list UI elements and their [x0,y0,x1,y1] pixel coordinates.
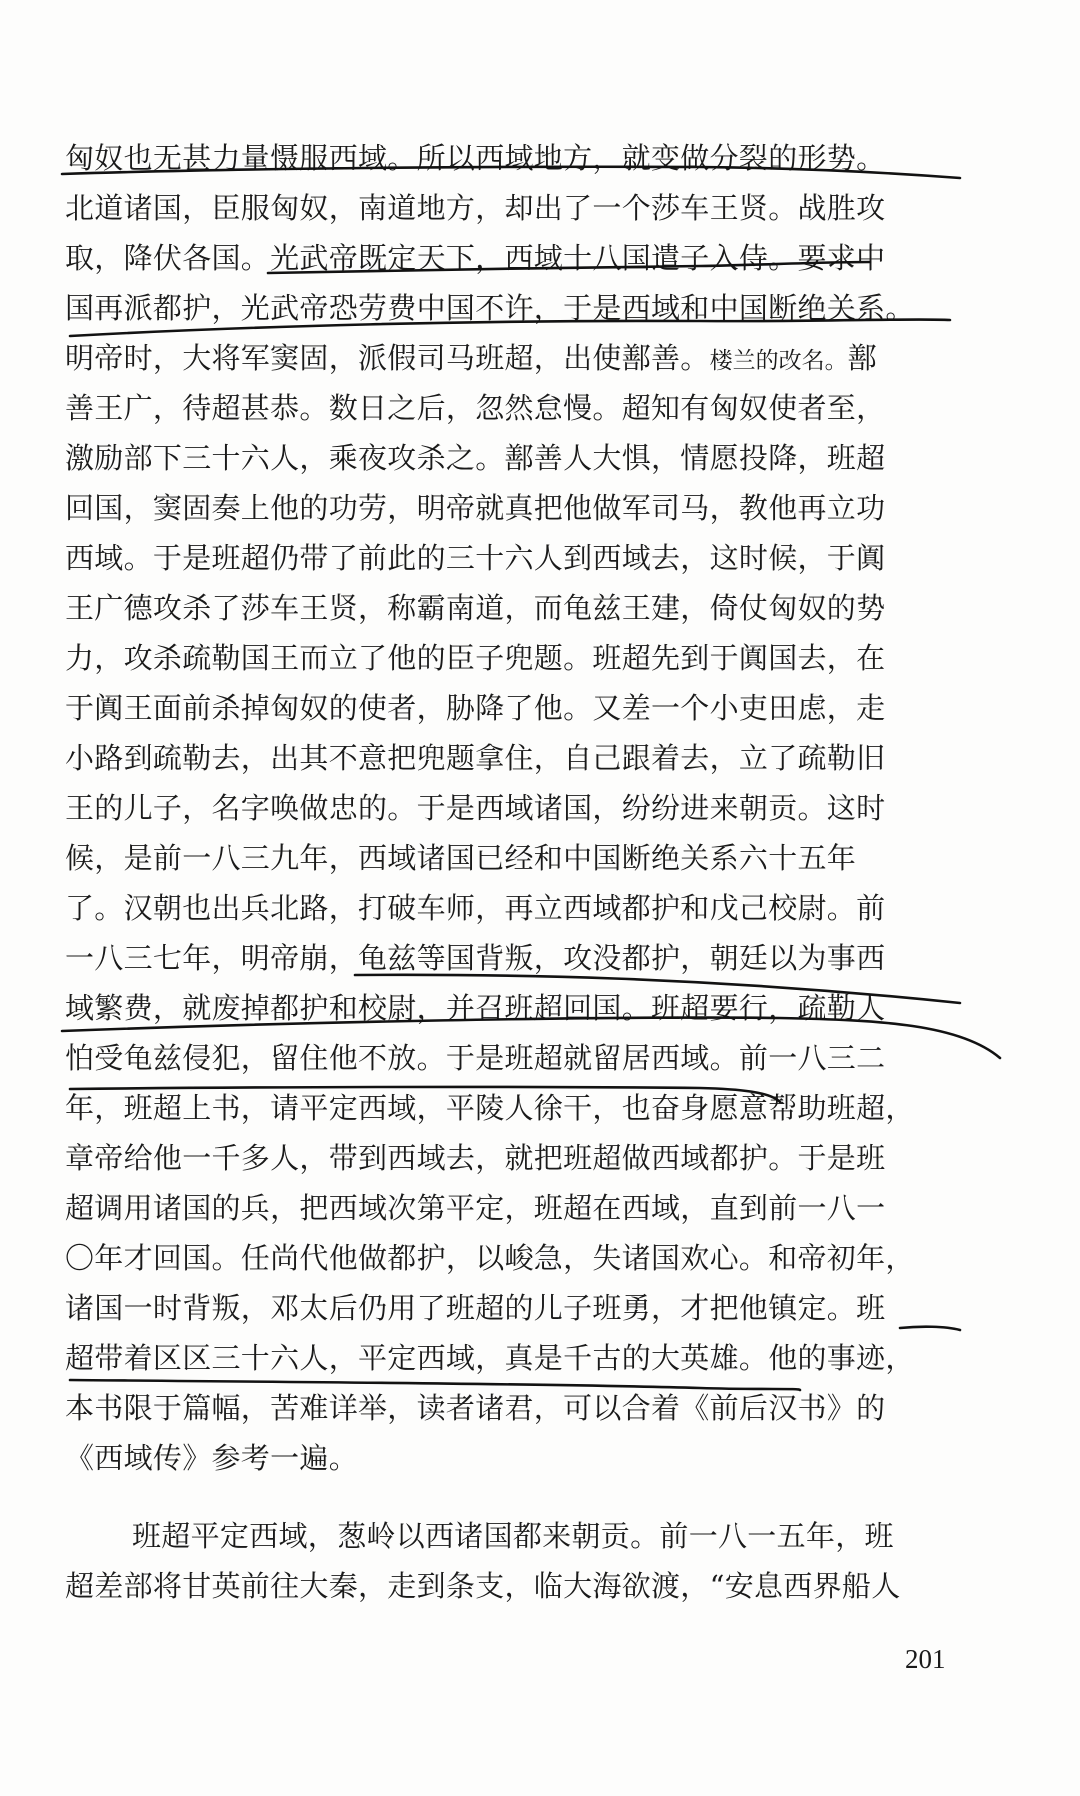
text-line: 候，是前一八三九年，西域诸国已经和中国断绝关系六十五年 [65,841,857,875]
text-line: 班超平定西域，葱岭以西诸国都来朝贡。前一八一五年，班 [132,1519,894,1553]
text-line: 北道诸国，臣服匈奴，南道地方，却出了一个莎车王贤。战胜攻 [65,191,886,225]
text-line: 本书限于篇幅，苦难详举，读者诸君，可以合着《前后汉书》的 [65,1391,886,1425]
text-line: 超带着区区三十六人，平定西域，真是千古的大英雄。他的事迹， [65,1341,915,1375]
text-line [65,333,1080,383]
text-line: 怕受龟兹侵犯，留住他不放。于是班超就留居西域。前一八三二 [65,1041,886,1075]
text-line: 激励部下三十六人，乘夜攻杀之。鄯善人大惧，情愿投降，班超 [65,441,886,475]
text-line: 了。汉朝也出兵北路，打破车师，再立西域都护和戊己校尉。前 [65,891,886,925]
text-line: 力，攻杀疏勒国王而立了他的臣子兜题。班超先到于阗国去，在 [65,641,886,675]
page-number: 201 [905,1644,946,1674]
text-line: 匈奴也无甚力量慑服西域。所以西域地方，就变做分裂的形势。 [65,141,886,175]
text-line: 国再派都护，光武帝恐劳费中国不许，于是西域和中国断绝关系。 [65,291,915,325]
text-line: 超差部将甘英前往大秦，走到条支，临大海欲渡，“安息西界船人 [65,1569,901,1603]
text-line: 诸国一时背叛，邓太后仍用了班超的儿子班勇，才把他镇定。班 [65,1291,886,1325]
text-line: 章帝给他一千多人，带到西域去，就把班超做西域都护。于是班 [65,1141,886,1175]
text-line: 《西域传》参考一遍。 [65,1441,359,1475]
line-text: 明帝时，大将军窦固，派假司马班超，出使鄯善。 [65,341,710,375]
text-line: 取，降伏各国。光武帝既定天下，西域十八国遣子入侍。要求中 [65,241,886,275]
text-line: 王广德攻杀了莎车王贤，称霸南道，而龟兹王建，倚仗匈奴的势 [65,591,886,625]
text-line: 王的儿子，名字唤做忠的。于是西域诸国，纷纷进来朝贡。这时 [65,791,886,825]
line-text: 鄯 [847,341,877,375]
text-line: 域繁费，就废掉都护和校尉，并召班超回国。班超要行，疏勒人 [65,991,886,1025]
text-line: 回国，窦固奏上他的功劳，明帝就真把他做军司马，教他再立功 [65,491,886,525]
text-line: 年，班超上书，请平定西域，平陵人徐干，也奋身愿意帮助班超， [65,1091,915,1125]
text-line: 善王广，待超甚恭。数日之后，忽然怠慢。超知有匈奴使者至， [65,391,886,425]
text-line: 一八三七年，明帝崩，龟兹等国背叛，攻没都护，朝廷以为事西 [65,941,886,975]
text-line: 西域。于是班超仍带了前此的三十六人到西域去，这时候，于阗 [65,541,886,575]
text-line: 超调用诸国的兵，把西域次第平定，班超在西域，直到前一八一 [65,1191,886,1225]
inline-note: 楼兰的改名。 [709,348,848,374]
text-line: 小路到疏勒去，出其不意把兜题拿住，自己跟着去，立了疏勒旧 [65,741,886,775]
text-line: 于阗王面前杀掉匈奴的使者，胁降了他。又差一个小吏田虑，走 [65,691,886,725]
text-line: 〇年才回国。任尚代他做都护，以峻急，失诸国欢心。和帝初年， [65,1241,915,1275]
